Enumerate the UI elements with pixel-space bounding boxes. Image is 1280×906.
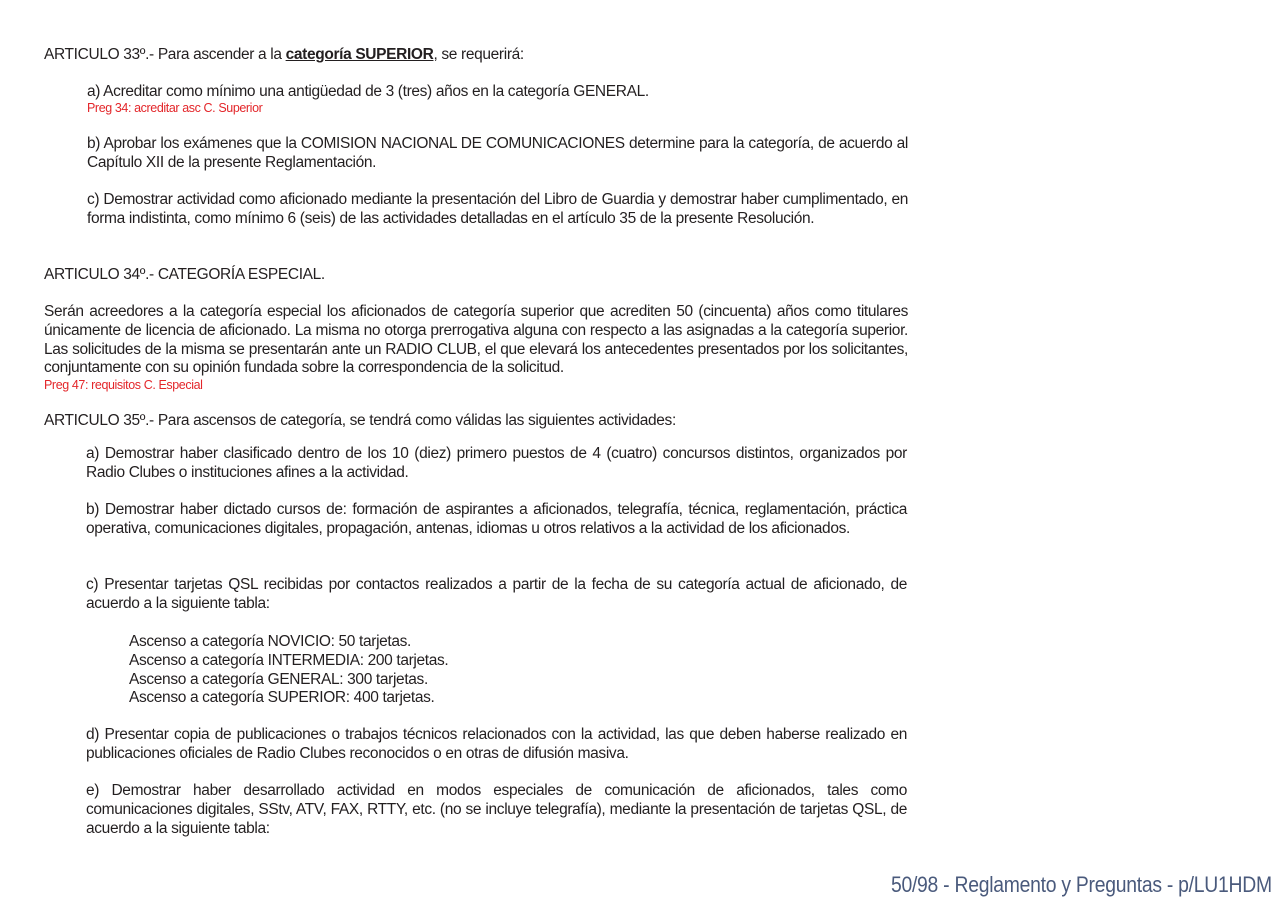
article-33-heading [44,45,524,64]
article-35-item-b: b) Demostrar haber dictado cursos de: formación de aspirantes a aficionados, telegrafía, técnica, reglamentación, práctica operativa, comunicaciones digitales, propagación, antenas, idiomas u otros relativos a la actividad de los aficionados. [86,501,907,537]
page-footer: 50/98 - Reglamento y Preguntas - p/LU1HDM [891,872,1272,897]
article-35-item-a: a) Demostrar haber clasificado dentro de los 10 (diez) primero puestos de 4 (cuatro) concursos distintos, organizados por Radio Clubes o instituciones afines a la actividad. [86,445,907,481]
article-33-heading-pre: ARTICULO 33º.- Para ascender a la [44,46,286,63]
article-33-item-c: c) Demostrar actividad como aficionado mediante la presentación del Libro de Guardia y demostrar haber cumplimentado, en forma indistinta, como mínimo 6 (seis) de las actividades detalladas en el artículo 35 de la presente Resolución. [87,191,908,227]
article-33-heading-post: , se requerirá: [433,46,524,63]
question-note-34: Preg 34: acreditar asc C. Superior [87,101,263,115]
article-35-item-d: d) Presentar copia de publicaciones o trabajos técnicos relacionados con la actividad, las que deben haberse realizado en publicaciones oficiales de Radio Clubes reconocidos o en otras de difusión masiva. [86,726,907,762]
qsl-table-row: Ascenso a categoría INTERMEDIA: 200 tarjetas. [129,652,449,669]
question-note-47: Preg 47: requisitos C. Especial [44,378,203,392]
article-34-body: Serán acreedores a la categoría especial los aficionados de categoría superior que acrediten 50 (cincuenta) años como titulares únicamente de licencia de aficionado. La misma no otorga prerrogativa alguna con respecto a las asignadas a la categoría superior. Las solicitudes de la misma se presentarán ante un RADIO CLUB, el que elevará los antecedentes presentados por los solicitantes, conjuntamente con su opinión fundada sobre la correspondencia de la solicitud. [44,303,908,377]
article-35-item-e: e) Demostrar haber desarrollado actividad en modos especiales de comunicación de aficionados, tales como comunicaciones digitales, SStv, ATV, FAX, RTTY, etc. (no se incluye telegrafía), mediante la presentación de tarjetas QSL, de acuerdo a la siguiente tabla: [86,782,907,837]
qsl-table-row: Ascenso a categoría NOVICIO: 50 tarjetas. [129,633,412,650]
article-35-item-c: c) Presentar tarjetas QSL recibidas por contactos realizados a partir de la fecha de su categoría actual de aficionado, de acuerdo a la siguiente tabla: [86,576,907,612]
article-33-heading-bold: categoría SUPERIOR [285,46,434,63]
article-33-item-b: b) Aprobar los exámenes que la COMISION NACIONAL DE COMUNICACIONES determine para la categoría, de acuerdo al Capítulo XII de la presente Reglamentación. [87,135,908,171]
article-35-heading: ARTICULO 35º.- Para ascensos de categoría, se tendrá como válidas las siguientes actividades: [44,412,676,429]
article-34-heading: ARTICULO 34º.- CATEGORÍA ESPECIAL. [44,266,325,283]
article-33-item-a: a) Acreditar como mínimo una antigüedad de 3 (tres) años en la categoría GENERAL. [87,83,649,100]
qsl-table-row: Ascenso a categoría GENERAL: 300 tarjetas. [129,671,428,688]
qsl-table-row: Ascenso a categoría SUPERIOR: 400 tarjetas. [129,689,435,706]
